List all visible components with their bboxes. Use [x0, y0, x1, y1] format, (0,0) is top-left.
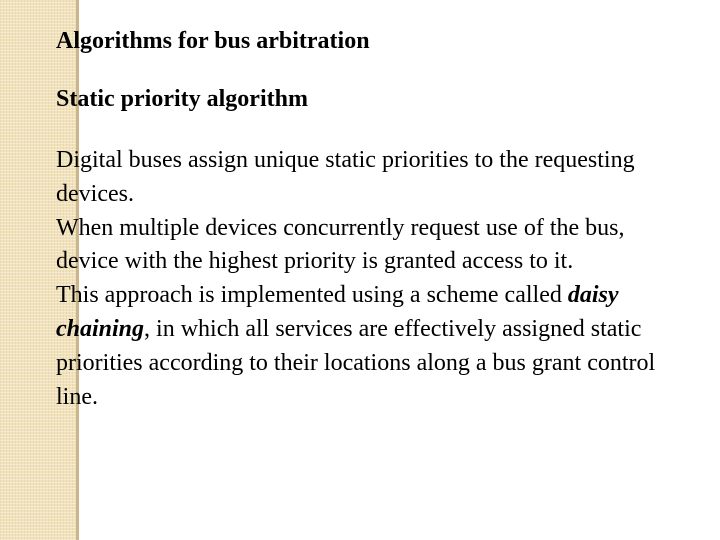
slide-content	[56, 24, 686, 414]
paragraph-daisy-chaining	[56, 279, 686, 414]
paragraph-highest-priority: When multiple devices concurrently request use of the bus, device with the highest priority is granted access to it.	[56, 214, 625, 275]
paragraph-daisy-chaining-start: This approach is implemented using a scheme called	[56, 282, 568, 309]
slide-title: Algorithms for bus arbitration	[56, 28, 370, 54]
paragraph-priorities: Digital buses assign unique static priorities to the requesting devices.	[56, 147, 635, 207]
paragraph-daisy-chaining-end: , in which all services are effectively assigned static priorities according to their locations along a bus grant control line.	[56, 315, 656, 410]
daisy-chaining-term: daisy chaining	[56, 282, 619, 342]
slide-subtitle: Static priority algorithm	[56, 86, 308, 112]
slide-body	[56, 144, 686, 414]
